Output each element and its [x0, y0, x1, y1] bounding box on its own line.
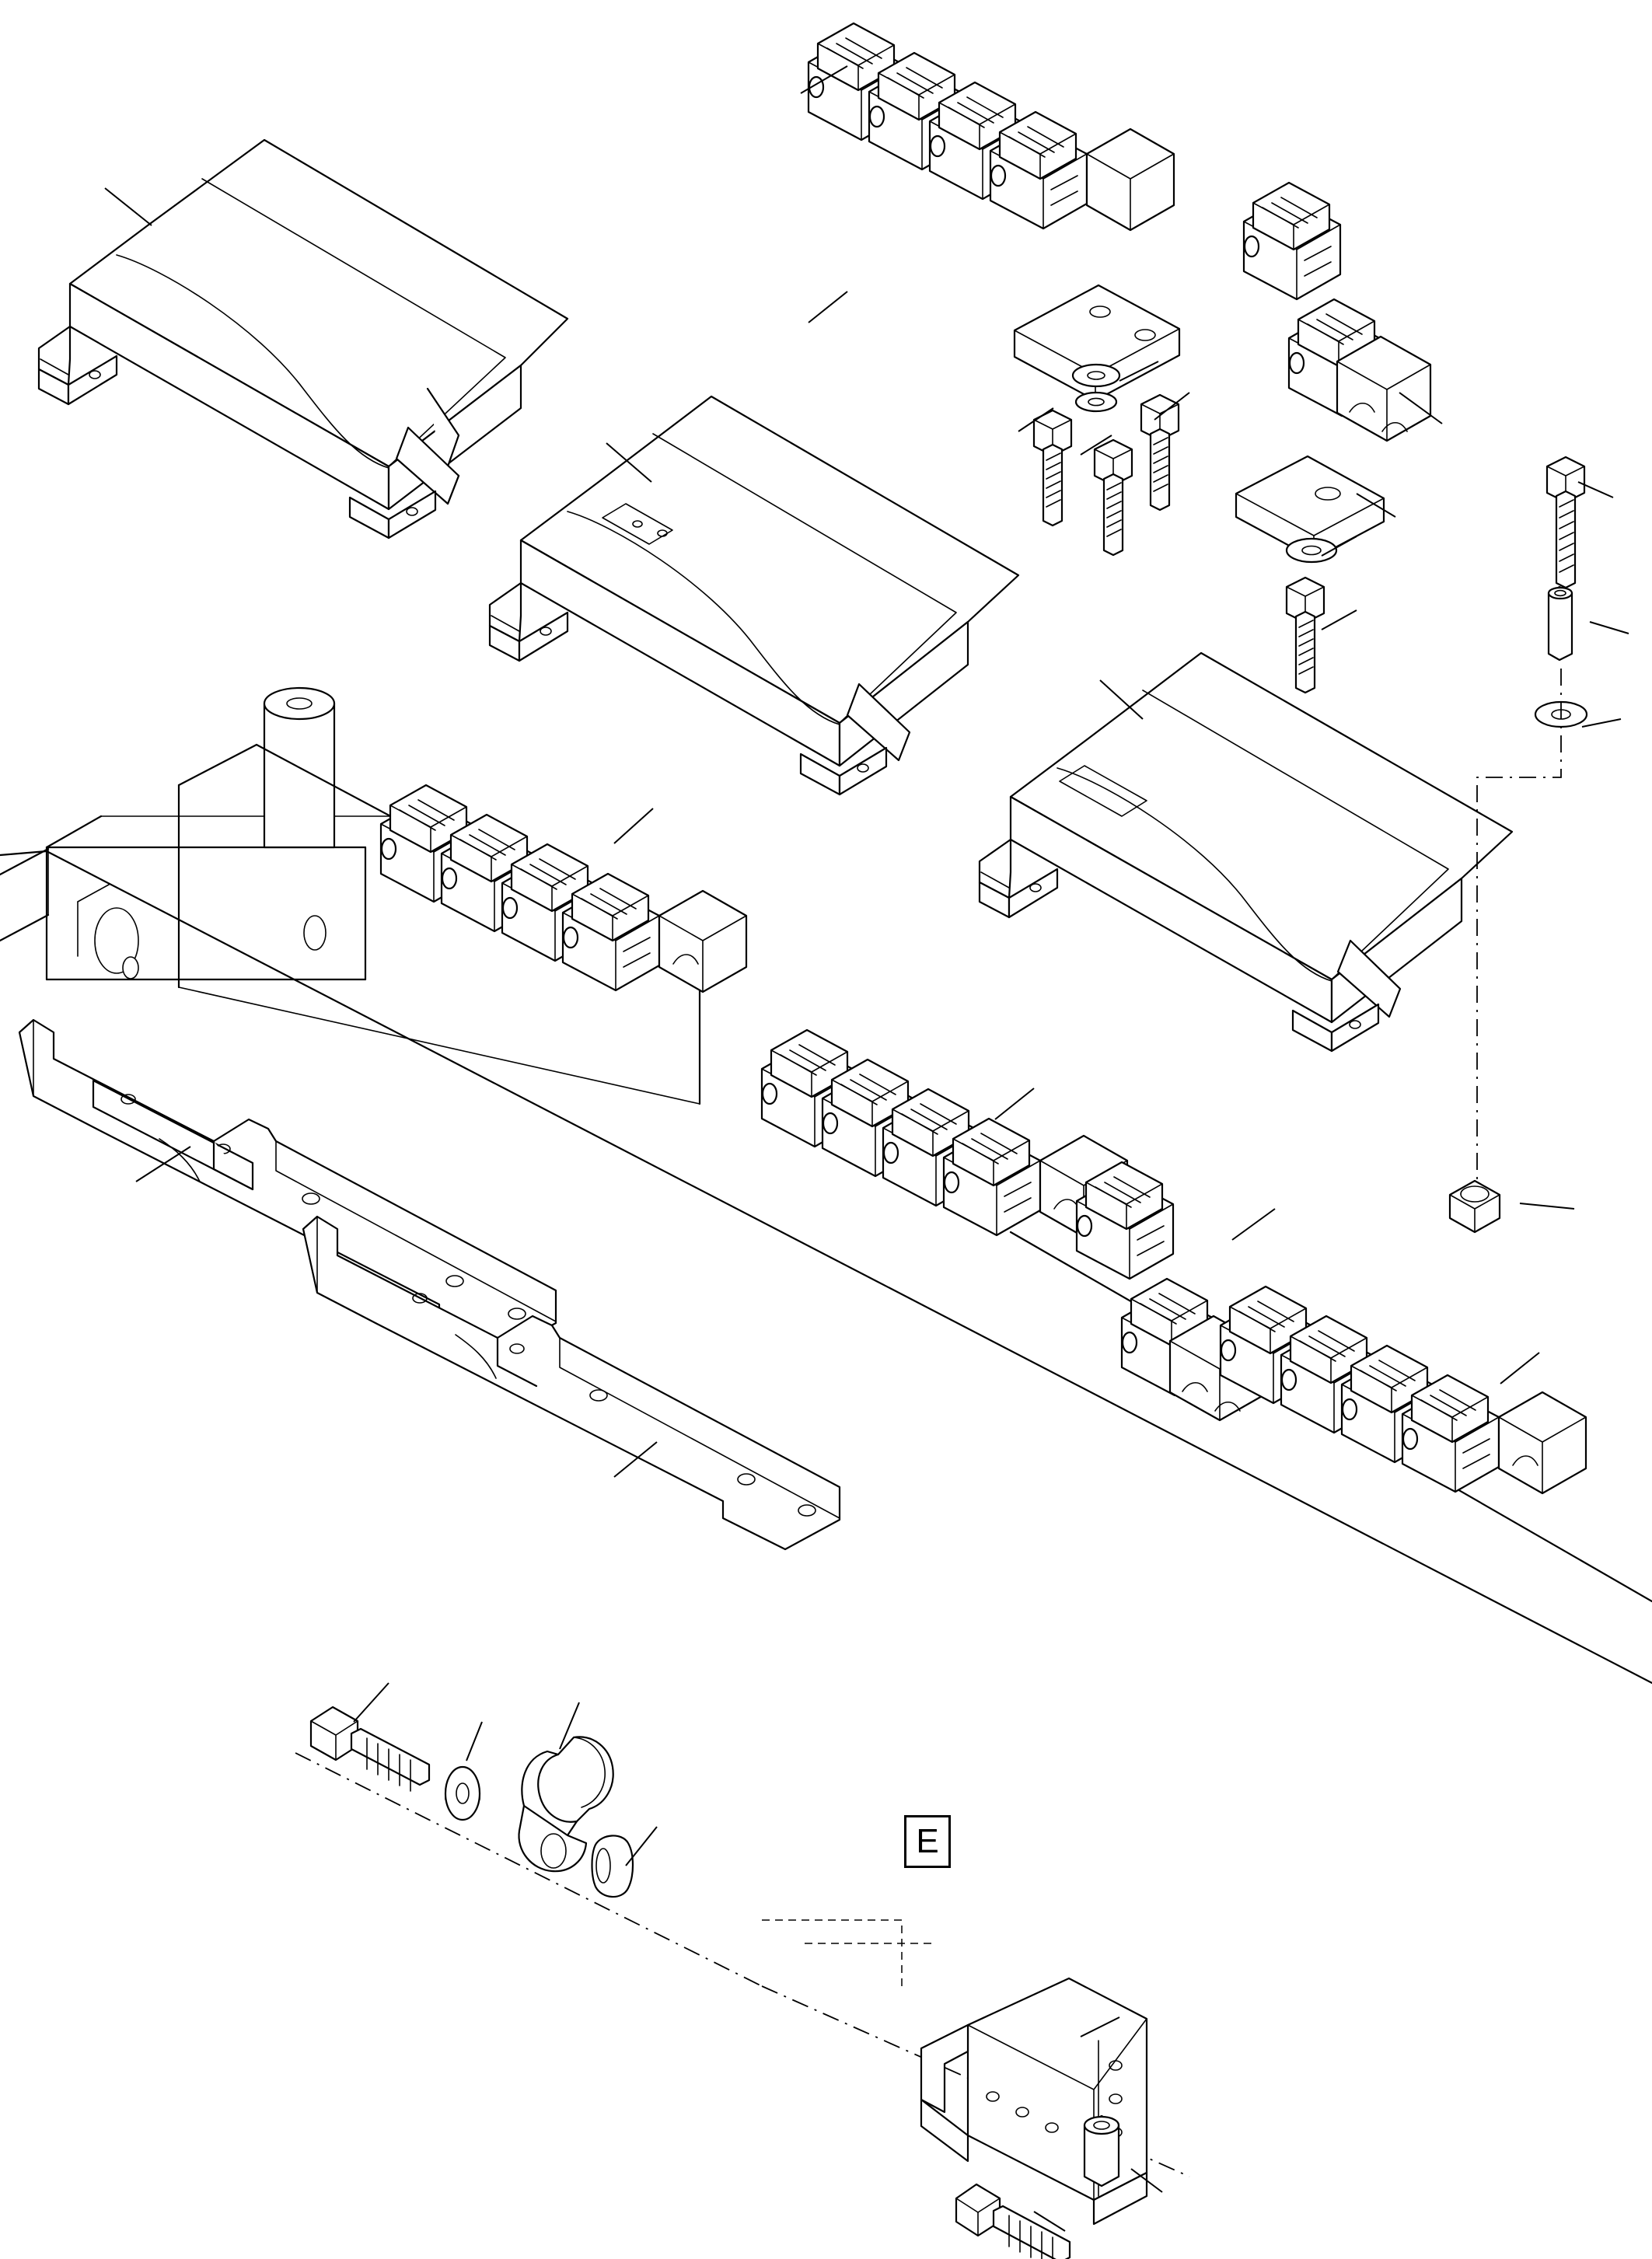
mounting-bracket-upper	[19, 1020, 556, 1353]
washer-right	[1535, 702, 1621, 727]
clamp-plate-top	[809, 285, 1179, 400]
spacer-sleeve-right	[1549, 587, 1629, 660]
hex-nut-right	[1450, 1181, 1574, 1232]
protective-cover-left	[39, 140, 568, 538]
mounting-bracket-detail-e	[921, 1978, 1147, 2224]
solenoid-valve-bank-lower-right	[1221, 1287, 1586, 1493]
hex-bolt-lower-detail-e	[956, 2184, 1070, 2259]
washer-detail-e	[445, 1722, 482, 1820]
hex-socket-bolt-c	[1141, 393, 1189, 510]
assembly-centerline-right	[1477, 669, 1561, 1189]
grommet-detail-e	[592, 1827, 658, 1897]
detail-marker-e: E	[904, 1815, 951, 1868]
solenoid-valve-bank-top	[801, 23, 1174, 230]
hex-socket-bolt-a	[1018, 408, 1071, 525]
detail-e-assembly	[295, 1683, 1189, 2259]
solenoid-valve-bank-center	[762, 1030, 1127, 1237]
solenoid-valve-bank-left	[381, 785, 746, 992]
hex-socket-bolt-b	[1081, 435, 1132, 555]
hex-bolt-detail-e	[311, 1683, 429, 1791]
hex-socket-bolt-d	[1287, 578, 1357, 693]
solenoid-valve-single-right	[1244, 183, 1442, 441]
hex-socket-bolt-long-right	[1547, 457, 1613, 588]
protective-cover-right	[980, 653, 1512, 1051]
protective-cover-middle	[490, 396, 1018, 794]
